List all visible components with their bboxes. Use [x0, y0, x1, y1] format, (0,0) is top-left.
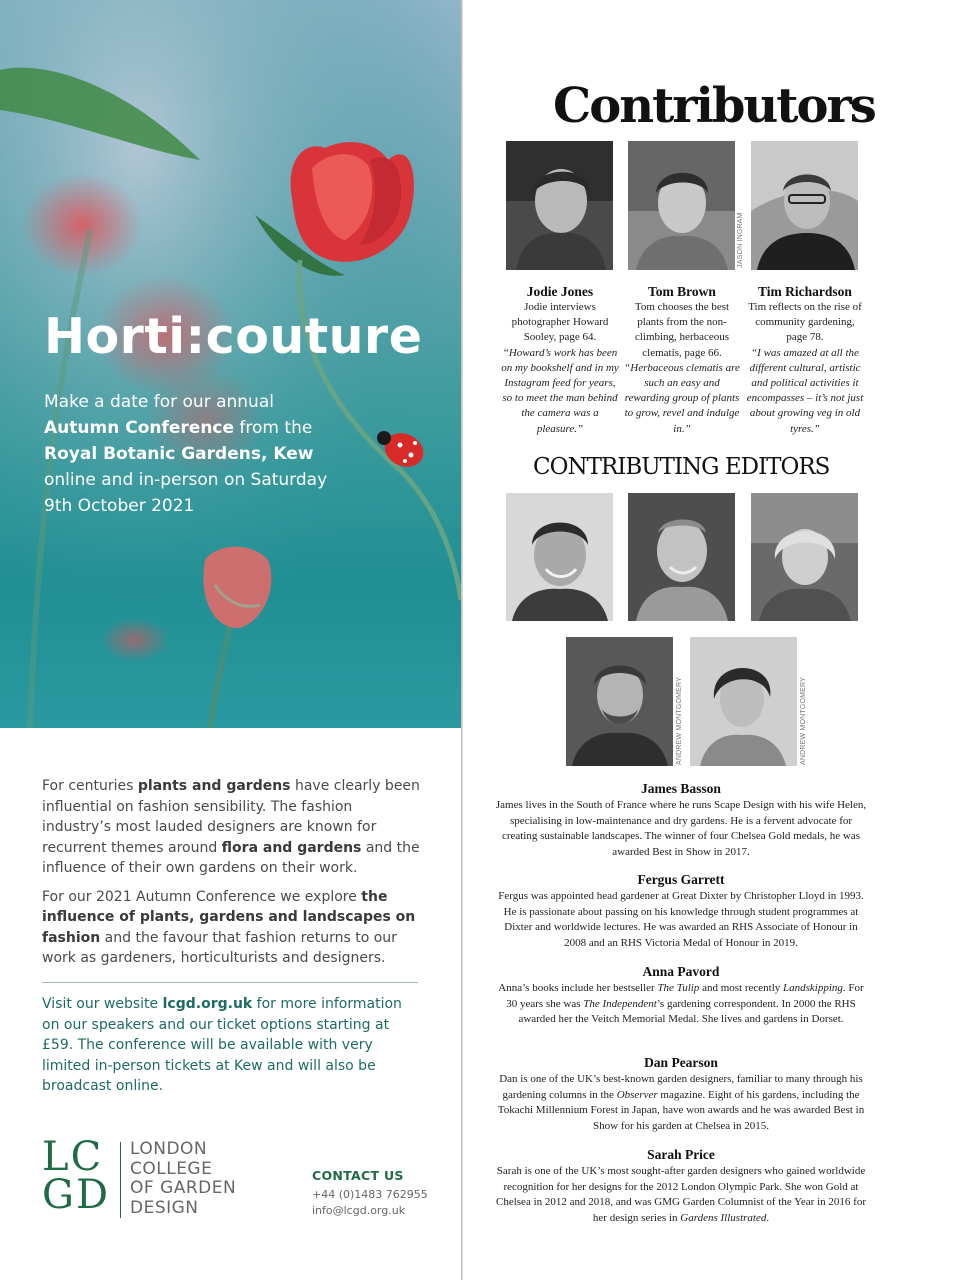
- photo-credit: ANDREW MONTGOMERY: [800, 676, 807, 765]
- photo-credit: JASON INGRAM: [737, 212, 744, 268]
- editor-description: Anna’s books include her bestseller The Tulip and most recently Landskipping. For 30 years she was The Independent’s gardening correspondent. In 2000 the RHS awarded her the Veitch Memorial Medal. She lives and gardens in Dorset.: [498, 982, 864, 1025]
- editor-bio-james-basson: [495, 780, 867, 860]
- college-name: LONDON COLLEGE OF GARDEN DESIGN: [130, 1139, 237, 1218]
- contributor-name: Tom Brown: [648, 284, 716, 299]
- contributor-quote: “I was amazed at all the different cultural, artistic and political activities it encompasses – it’s not just about growing veg in old tyres.”: [746, 346, 864, 435]
- contributor-name: Tim Richardson: [758, 284, 852, 299]
- page-title: Contributors: [553, 78, 875, 134]
- editor-bio-fergus-garrett: [495, 871, 867, 951]
- conference-advert: [0, 0, 461, 1280]
- editor-name: Dan Pearson: [644, 1055, 718, 1070]
- contributor-quote: “Howard’s work has been on my bookshelf and in my Instagram feed for years, so to meet the man behind the camera was a pleasure.”: [501, 346, 619, 435]
- contact-phone[interactable]: +44 (0)1483 762955: [312, 1188, 428, 1201]
- section-heading-contributing-editors: CONTRIBUTING EDITORS: [533, 454, 830, 480]
- contributor-photo-jodie-jones: [506, 141, 613, 270]
- contact-email[interactable]: info@lcgd.org.uk: [312, 1204, 406, 1217]
- editor-description: Sarah is one of the UK’s most sought-after garden designers who gained worldwide recognition for her designs for the 2012 London Olympic Park. She won Gold at Chelsea in 2012 and 2018, and was GMG Garden Columnist of the Year in 2016 for her design series in Gardens Illustrated.: [496, 1165, 866, 1224]
- editor-bio-sarah-price: [495, 1146, 867, 1226]
- contributor-quote: “Herbaceous clematis are such an easy and rewarding group of plants to grow, revel and indulge in.”: [624, 361, 740, 435]
- editor-description: Dan is one of the UK’s best-known garden designers, familiar to many through his gardening columns in the Observer magazine. Eight of his gardens, including the Tokachi Millennium Forest in Japan, have won awards and he was awarded Best in Show for his garden at Chelsea in 2015.: [497, 1073, 865, 1132]
- contributor-photo-tom-brown: [628, 141, 735, 270]
- editor-name: Sarah Price: [647, 1147, 715, 1162]
- contributor-name: Jodie Jones: [526, 284, 594, 299]
- editor-photo-james-basson: [506, 493, 613, 621]
- editor-photo-dan-pearson: [566, 637, 673, 766]
- contact-heading: CONTACT US: [312, 1168, 404, 1183]
- editor-name: Anna Pavord: [642, 964, 720, 979]
- advert-headline: Horti:couture: [44, 308, 423, 365]
- logo-divider: [120, 1142, 121, 1218]
- advert-intro: Make a date for our annual Autumn Conference from the Royal Botanic Gardens, Kew online and in-person on Saturday 9th October 2021: [44, 392, 328, 516]
- contributor-jodie-jones: [501, 283, 619, 437]
- contributor-summary: Tom chooses the best plants from the non-climbing, herbaceous clematis, page 66.: [634, 301, 730, 359]
- contributor-tim-richardson: [746, 283, 864, 437]
- editor-photo-sarah-price: [690, 637, 797, 766]
- editor-name: James Basson: [641, 781, 721, 796]
- advert-paragraph-2: For our 2021 Autumn Conference we explore the influence of plants, gardens and landscapes on fashion and the favour that fashion returns to our work as gardeners, horticulturists and designers.: [42, 888, 416, 966]
- photo-credit: ANDREW MONTGOMERY: [676, 676, 683, 765]
- editor-description: James lives in the South of France where he runs Scape Design with his wife Helen, specialising in low-maintenance and dry gardens. He is a fervent advocate for creating sustainable landscapes. The winner of four Chelsea Gold medals, he was awarded Best in Show in 2017.: [495, 799, 867, 858]
- hero-flower-image: [0, 0, 461, 728]
- page-gutter: [461, 0, 463, 1280]
- contributor-tom-brown: [623, 283, 741, 437]
- editor-bio-anna-pavord: [495, 963, 867, 1028]
- editor-photo-fergus-garrett: [628, 493, 735, 621]
- advert-divider: [42, 982, 418, 983]
- lcgd-logo-mark: LC GD: [42, 1134, 111, 1218]
- contributor-photo-tim-richardson: [751, 141, 858, 270]
- advert-body: [42, 776, 420, 977]
- contributor-summary: Tim reflects on the rise of community gardening, page 78.: [748, 301, 862, 344]
- advert-paragraph-1: For centuries plants and gardens have clearly been influential on fashion sensibility. The fashion industry’s most lauded designers are known for recurrent themes around flora and gardens and the influence of their own gardens on their work.: [42, 778, 420, 876]
- advert-call-to-action: Visit our website lcgd.org.uk for more information on our speakers and our ticket options starting at £59. The conference will be available with very limited in-person tickets at Kew and will also be broadcast online.: [42, 996, 402, 1094]
- editor-description: Fergus was appointed head gardener at Great Dixter by Christopher Lloyd in 1993. He is passionate about passing on his knowledge through student programmes at Dixter and worldwide lectures. He was awarded an RHS Associate of Honour in 2008 and an RHS Victoria Medal of Honour in 2019.: [498, 890, 864, 949]
- website-link[interactable]: lcgd.org.uk: [162, 996, 253, 1012]
- editor-photo-anna-pavord: [751, 493, 858, 621]
- editor-bio-dan-pearson: [495, 1054, 867, 1134]
- contributor-summary: Jodie interviews photographer Howard Sooley, page 64.: [511, 301, 609, 344]
- editor-name: Fergus Garrett: [637, 872, 725, 887]
